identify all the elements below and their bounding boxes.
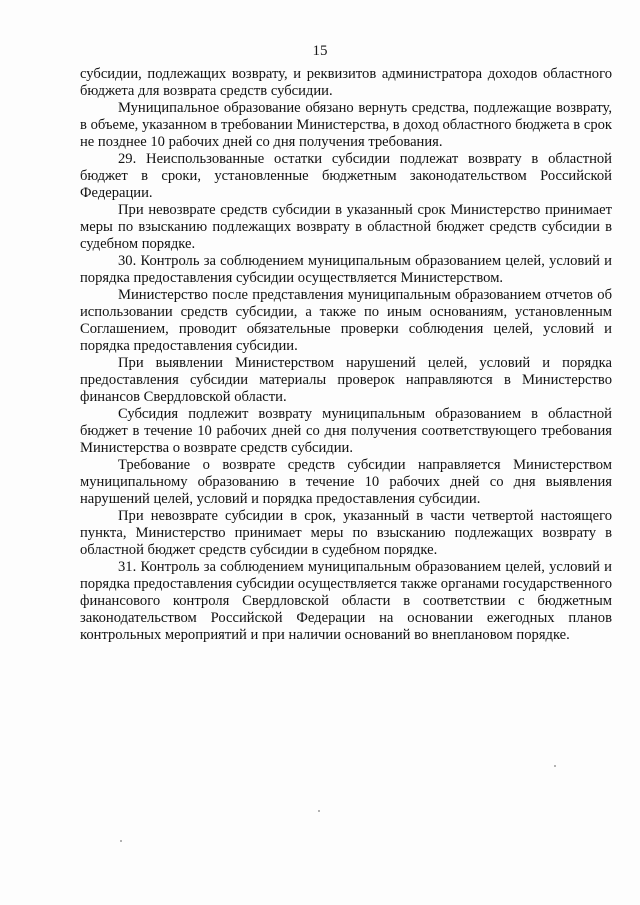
page-number: 15: [312, 43, 328, 59]
paragraph-ministry-checks: Министерство после представления муниципальным образованием отчетов об использовании средств субсидии, а также по иным основаниям, установленным Соглашением, проводит обязательные проверки соблюдения целей, условий и порядка предоставления субсидии.: [80, 287, 612, 354]
paragraph-non-return-measures: При невозврате субсидии в срок, указанный в части четвертой настоящего пункта, Министерство принимает меры по взысканию подлежащих возврату в областной бюджет средств субсидии в судебном порядке.: [80, 508, 612, 558]
paragraph-continuation: субсидии, подлежащих возврату, и реквизитов администратора доходов областного бюджета для возврата средств субсидии.: [80, 66, 612, 99]
paragraph-return-demand: Требование о возврате средств субсидии направляется Министерством муниципальному образованию в течение 10 рабочих дней со дня выявления нарушений целей, условий и порядка предоставления субсидии.: [80, 457, 612, 507]
scan-speck: [318, 810, 320, 812]
paragraph-violations-materials: При выявлении Министерством нарушений целей, условий и порядка предоставления субсидии материалы проверок направляются в Министерство финансов Свердловской области.: [80, 355, 612, 405]
scan-speck: [554, 765, 556, 767]
paragraph-subsidy-return: Субсидия подлежит возврату муниципальным образованием в областной бюджет в течение 10 рабочих дней со дня получения соответствующего требования Министерства о возврате средств субсидии.: [80, 406, 612, 456]
paragraph-31-state-control: 31. Контроль за соблюдением муниципальным образованием целей, условий и порядка предоставления субсидии осуществляется также органами государственного финансового контроля Свердловской области в соответствии с бюджетным законодательством Российской Федерации на основании ежегодных планов контрольных мероприятий и при наличии оснований во внеплановом порядке.: [80, 559, 612, 643]
scan-speck: [120, 840, 122, 842]
paragraph-return-obligation: Муниципальное образование обязано вернуть средства, подлежащие возврату, в объеме, указанном в требовании Министерства, в доход областного бюджета в срок не позднее 10 рабочих дней со дня получения требования.: [80, 100, 612, 150]
paragraph-30-control: 30. Контроль за соблюдением муниципальным образованием целей, условий и порядка предоставления субсидии осуществляется Министерством.: [80, 253, 612, 286]
paragraph-recovery-court: При невозврате средств субсидии в указанный срок Министерство принимает меры по взысканию подлежащих возврату в областной бюджет средств субсидии в судебном порядке.: [80, 202, 612, 252]
paragraph-29-unused-balances: 29. Неиспользованные остатки субсидии подлежат возврату в областной бюджет в сроки, установленные бюджетным законодательством Российской Федерации.: [80, 151, 612, 201]
document-body: [80, 66, 612, 644]
